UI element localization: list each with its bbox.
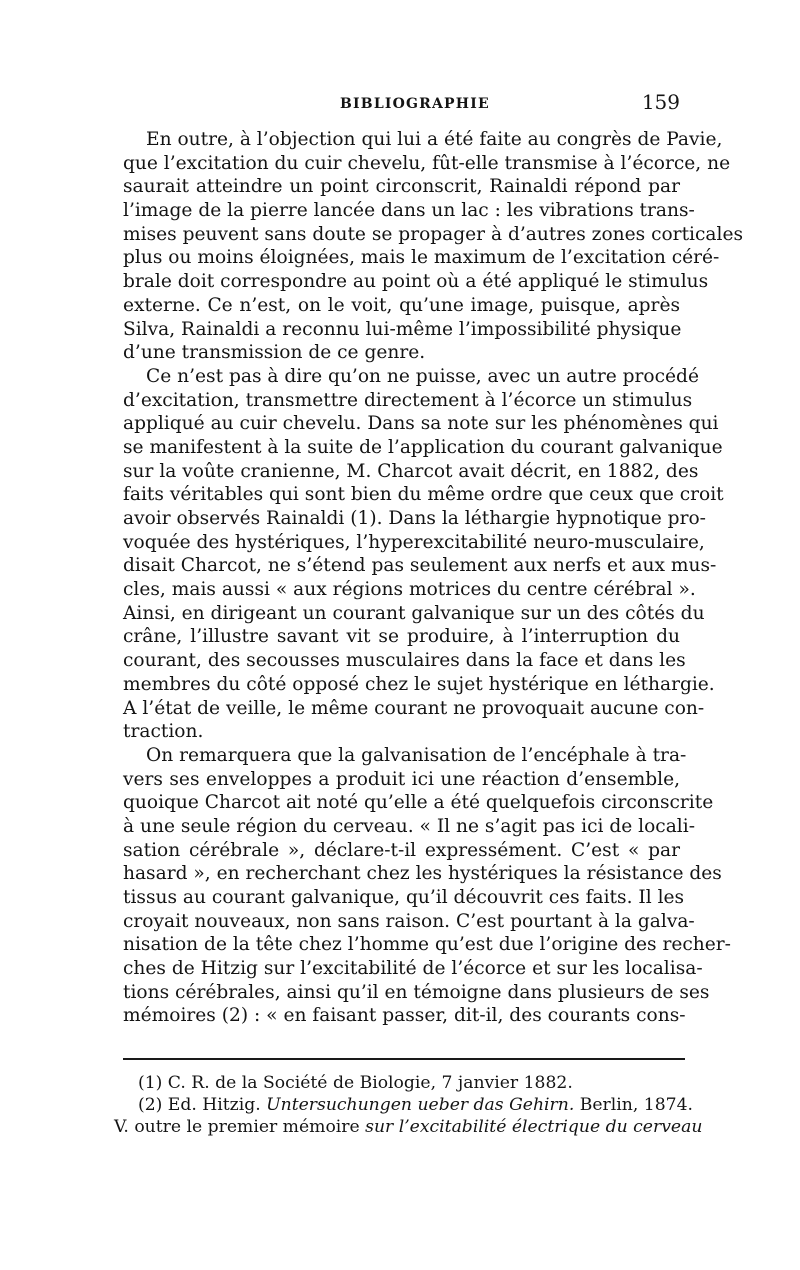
text-line: traction. (123, 721, 204, 743)
text-line: se manifestent à la suite de l’application du courant galvanique (123, 436, 723, 458)
text-line: disait Charcot, ne s’étend pas seulement aux nerfs et aux mus- (123, 555, 717, 577)
text-line: voquée des hystériques, l’hyperexcitabilité neuro-musculaire, (123, 531, 705, 553)
page-header (125, 90, 680, 118)
text-line: cles, mais aussi « aux régions motrices du centre cérébral ». (123, 579, 696, 601)
text-line: hasard », en recherchant chez les hystériques la résistance des (123, 863, 722, 885)
text-line: tissus au courant galvanique, qu’il découvrit ces faits. Il les (123, 887, 685, 908)
text-line: vers ses enveloppes a produit ici une réaction d’ensemble, (123, 768, 680, 790)
footnote-3-title: sur l’excitabilité électrique du cerveau (365, 1117, 703, 1137)
text-line: mises peuvent sans doute se propager à d’autres zones corticales (123, 223, 743, 245)
footnotes (114, 1072, 703, 1138)
footnote-2-lead: (2) Ed. Hitzig. (138, 1095, 267, 1115)
text-line: ches de Hitzig sur l’excitabilité de l’écorce et sur les localisa- (123, 958, 703, 980)
text-line: Ainsi, en dirigeant un courant galvanique sur un des côtés du (123, 602, 705, 624)
text-line: d’une transmission de ce genre. (123, 342, 426, 364)
footnote-2-continued (114, 1116, 703, 1138)
text-line: croyait nouveaux, non sans raison. C’est pourtant à la galva- (123, 910, 695, 932)
text-line: avoir observés Rainaldi (1). Dans la léthargie hypnotique pro- (123, 508, 706, 529)
text-line: faits véritables qui sont bien du même ordre que ceux que croit (123, 484, 724, 506)
body-text (123, 128, 743, 1028)
text-line: saurait atteindre un point circonscrit, Rainaldi répond par (123, 176, 680, 198)
text-line: En outre, à l’objection qui lui a été faite au congrès de Pavie, (146, 129, 723, 150)
footnote-1: (1) C. R. de la Société de Biologie, 7 janvier 1882. (138, 1073, 573, 1093)
running-title: BIBLIOGRAPHIE (340, 96, 490, 112)
footnote-2-tail: Berlin, 1874. (574, 1095, 693, 1115)
text-line: à une seule région du cerveau. « Il ne s’agit pas ici de locali- (123, 815, 695, 837)
text-line: que l’excitation du cuir chevelu, fût-elle transmise à l’écorce, ne (123, 152, 731, 174)
text-line: On remarquera que la galvanisation de l’encéphale à tra- (146, 744, 687, 766)
footnote-rule (123, 1058, 685, 1060)
text-line: appliqué au cuir chevelu. Dans sa note sur les phénomènes qui (123, 413, 719, 435)
text-line: membres du côté opposé chez le sujet hystérique en léthargie. (123, 673, 715, 695)
text-line: tions cérébrales, ainsi qu’il en témoigne dans plusieurs de ses (123, 981, 710, 1003)
page-number: 159 (641, 90, 680, 114)
text-line: Silva, Rainaldi a reconnu lui-même l’impossibilité physique (123, 318, 682, 340)
text-line: crâne, l’illustre savant vit se produire, à l’interruption du (123, 626, 680, 648)
footnote-3-lead: V. outre le premier mémoire (114, 1117, 366, 1137)
footnote-2-title: Untersuchungen ueber das Gehirn. (266, 1095, 575, 1115)
text-line: quoique Charcot ait noté qu’elle a été quelquefois circonscrite (123, 792, 714, 814)
text-line: externe. Ce n’est, on le voit, qu’une image, puisque, après (123, 294, 680, 316)
text-line: l’image de la pierre lancée dans un lac : les vibrations trans- (123, 200, 695, 222)
text-line: brale doit correspondre au point où a été appliqué le stimulus (123, 271, 709, 293)
footnote-2 (114, 1094, 693, 1116)
text-line: nisation de la tête chez l’homme qu’est due l’origine des recher- (123, 934, 731, 956)
text-line: plus ou moins éloignées, mais le maximum de l’excitation céré- (123, 247, 720, 269)
text-line: sur la voûte cranienne, M. Charcot avait décrit, en 1882, des (123, 460, 699, 482)
text-line: Ce n’est pas à dire qu’on ne puisse, avec un autre procédé (146, 365, 699, 387)
text-line: sation cérébrale », déclare-t-il expressément. C’est « par (123, 839, 680, 861)
text-line: A l’état de veille, le même courant ne provoquait aucune con- (123, 697, 705, 719)
text-line: mémoires (2) : « en faisant passer, dit-il, des courants cons- (123, 1005, 686, 1027)
text-line: d’excitation, transmettre directement à l’écorce un stimulus (123, 389, 693, 411)
text-line: courant, des secousses musculaires dans la face et dans les (123, 650, 686, 672)
